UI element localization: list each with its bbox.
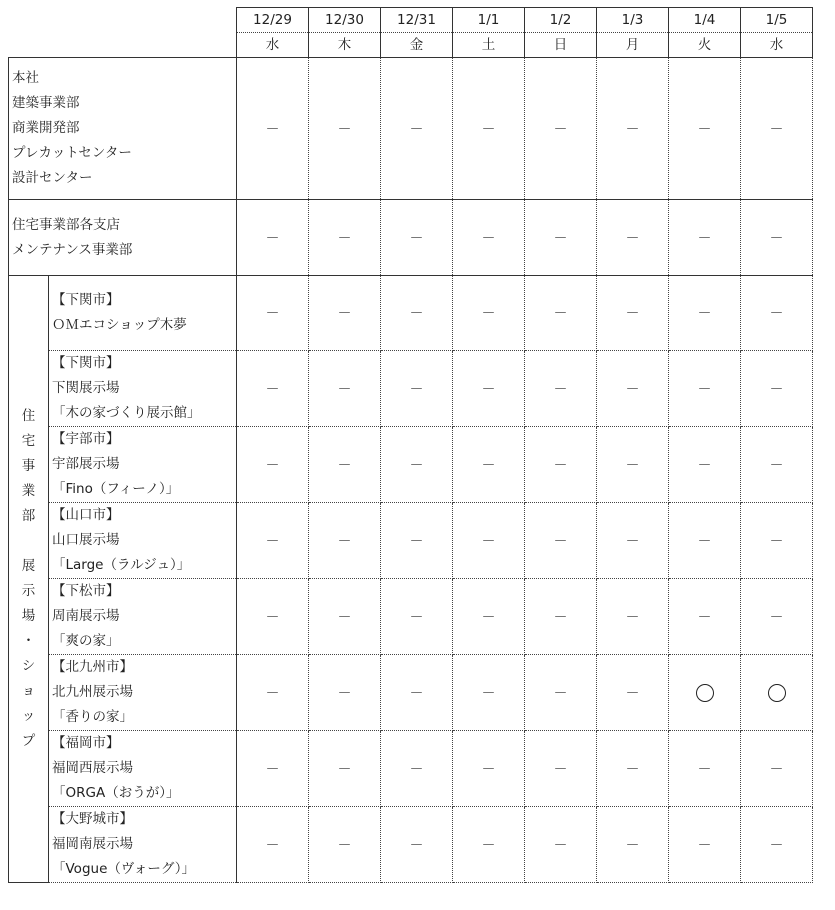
availability-cell: － [525, 427, 597, 503]
date-cell: 1/5 [741, 8, 813, 33]
availability-cell: － [525, 503, 597, 579]
availability-cell: － [525, 731, 597, 807]
availability-cell: － [453, 503, 525, 579]
availability-cell: － [309, 276, 381, 351]
vertical-char: ョ [21, 683, 36, 699]
showroom-label [49, 503, 237, 579]
weekday-cell: 木 [309, 33, 381, 58]
availability-cell: － [309, 503, 381, 579]
weekday-cell: 金 [381, 33, 453, 58]
availability-cell: － [525, 655, 597, 731]
availability-cell: － [309, 579, 381, 655]
showroom-line: 「爽の家」 [52, 633, 120, 649]
showroom-row [9, 579, 813, 655]
availability-cell: － [741, 503, 813, 579]
vertical-char: 示 [21, 583, 36, 599]
availability-cell: － [741, 200, 813, 276]
availability-cell: － [597, 351, 669, 427]
vertical-char: 住 [21, 408, 36, 424]
availability-cell: － [237, 807, 309, 883]
availability-cell: － [669, 731, 741, 807]
date-cell: 1/4 [669, 8, 741, 33]
availability-cell: － [453, 351, 525, 427]
weekday-cell: 火 [669, 33, 741, 58]
availability-cell: － [309, 655, 381, 731]
vertical-char: 場 [21, 608, 36, 624]
availability-cell: － [597, 276, 669, 351]
availability-cell: － [525, 58, 597, 200]
availability-cell: － [669, 58, 741, 200]
availability-cell: － [669, 807, 741, 883]
showroom-line: 福岡西展示場 [52, 760, 133, 776]
weekday-cell: 水 [741, 33, 813, 58]
open-circle-icon [696, 684, 714, 702]
vertical-char: ・ [21, 633, 36, 649]
availability-cell: － [381, 351, 453, 427]
vertical-text [9, 404, 48, 754]
date-cell: 1/1 [453, 8, 525, 33]
department-name: 設計センター [12, 170, 93, 186]
availability-cell: － [237, 655, 309, 731]
availability-cell: － [381, 731, 453, 807]
availability-cell: － [453, 200, 525, 276]
availability-cell: － [309, 427, 381, 503]
vertical-char: シ [21, 658, 36, 674]
date-cell: 12/29 [237, 8, 309, 33]
department-name: 商業開発部 [12, 120, 80, 136]
department-name: 住宅事業部各支店 [12, 216, 120, 233]
date-cell: 12/30 [309, 8, 381, 33]
showroom-group-label [9, 276, 49, 883]
vertical-char [9, 529, 48, 554]
department-name: 建築事業部 [12, 95, 80, 111]
showroom-line: 【大野城市】 [52, 811, 133, 827]
availability-cell: － [525, 276, 597, 351]
availability-cell: － [525, 807, 597, 883]
date-cell: 1/2 [525, 8, 597, 33]
availability-cell: － [453, 655, 525, 731]
availability-cell: － [237, 503, 309, 579]
showroom-line: 「ORGA（おうが）」 [52, 785, 180, 801]
holiday-schedule-table [8, 7, 813, 883]
weekday-cell: 土 [453, 33, 525, 58]
availability-cell: － [381, 58, 453, 200]
availability-cell: － [525, 351, 597, 427]
availability-cell: － [453, 427, 525, 503]
showroom-line: 【下松市】 [52, 583, 120, 599]
schedule-body [9, 8, 813, 883]
availability-cell: － [453, 579, 525, 655]
showroom-label [49, 276, 237, 351]
availability-cell: － [237, 276, 309, 351]
showroom-line: 「香りの家」 [52, 709, 133, 725]
vertical-char: 展 [21, 558, 36, 574]
showroom-line: 【下関市】 [52, 355, 120, 371]
showroom-line: 【北九州市】 [52, 659, 133, 675]
showroom-line: 「Vogue（ヴォーグ）」 [52, 861, 195, 877]
availability-cell: － [381, 655, 453, 731]
vertical-char: 部 [21, 508, 36, 524]
availability-cell: － [597, 503, 669, 579]
availability-cell: － [669, 351, 741, 427]
showroom-row [9, 276, 813, 351]
availability-cell: － [381, 807, 453, 883]
availability-cell: － [453, 276, 525, 351]
showroom-row [9, 427, 813, 503]
availability-cell: － [381, 427, 453, 503]
weekday-cell: 水 [237, 33, 309, 58]
showroom-label [49, 427, 237, 503]
vertical-char: ッ [21, 708, 36, 724]
department-name: メンテナンス事業部 [12, 241, 133, 258]
availability-cell: － [741, 427, 813, 503]
availability-cell: － [453, 731, 525, 807]
showroom-label [49, 731, 237, 807]
availability-cell: － [309, 200, 381, 276]
availability-cell: － [741, 58, 813, 200]
department-name: 本社 [12, 70, 39, 86]
showroom-label [49, 807, 237, 883]
showroom-line: 【宇部市】 [52, 431, 120, 447]
availability-cell: － [309, 351, 381, 427]
date-cell: 12/31 [381, 8, 453, 33]
availability-cell: － [669, 276, 741, 351]
vertical-char: 事 [21, 458, 36, 474]
availability-cell: － [453, 58, 525, 200]
vertical-char: 業 [21, 483, 36, 499]
availability-cell: － [237, 579, 309, 655]
availability-cell: － [237, 200, 309, 276]
showroom-line: 「Fino（フィーノ）」 [52, 481, 180, 497]
availability-cell [669, 655, 741, 731]
availability-cell: － [525, 579, 597, 655]
availability-cell: － [381, 579, 453, 655]
showroom-line: 「Large（ラルジュ）」 [52, 557, 191, 573]
availability-cell: － [741, 351, 813, 427]
showroom-line: 下関展示場 [52, 380, 120, 396]
availability-cell: － [597, 58, 669, 200]
weekday-cell: 月 [597, 33, 669, 58]
availability-cell: － [237, 351, 309, 427]
showroom-line: 【山口市】 [52, 507, 120, 523]
availability-cell: － [309, 58, 381, 200]
availability-cell: － [741, 807, 813, 883]
availability-cell: － [597, 655, 669, 731]
availability-cell: － [597, 579, 669, 655]
vertical-char: プ [21, 733, 36, 749]
showroom-line: 周南展示場 [52, 608, 120, 624]
department-name: プレカットセンター [12, 145, 132, 161]
showroom-line: 【下関市】 [52, 292, 120, 308]
showroom-line: 福岡南展示場 [52, 836, 133, 852]
vertical-char: 宅 [21, 433, 36, 449]
availability-cell: － [669, 200, 741, 276]
availability-cell: － [597, 427, 669, 503]
showroom-line: 宇部展示場 [52, 456, 120, 472]
showroom-row [9, 807, 813, 883]
showroom-line: 北九州展示場 [52, 684, 133, 700]
availability-cell: － [381, 276, 453, 351]
availability-cell: － [237, 731, 309, 807]
open-circle-icon [768, 684, 786, 702]
availability-cell: － [741, 579, 813, 655]
availability-cell [741, 655, 813, 731]
availability-cell: － [597, 200, 669, 276]
availability-cell: － [597, 731, 669, 807]
showroom-label [49, 579, 237, 655]
availability-cell: － [237, 427, 309, 503]
availability-cell: － [669, 503, 741, 579]
showroom-row [9, 655, 813, 731]
department-label [9, 58, 237, 200]
corner-cell [9, 8, 237, 58]
showroom-label [49, 655, 237, 731]
availability-cell: － [669, 427, 741, 503]
date-cell: 1/3 [597, 8, 669, 33]
showroom-line: 山口展示場 [52, 532, 120, 548]
availability-cell: － [597, 807, 669, 883]
availability-cell: － [309, 731, 381, 807]
availability-cell: － [237, 58, 309, 200]
department-row [9, 200, 813, 276]
availability-cell: － [381, 200, 453, 276]
showroom-line: 「木の家づくり展示館」 [52, 405, 201, 421]
availability-cell: － [669, 579, 741, 655]
department-row [9, 58, 813, 200]
availability-cell: － [525, 200, 597, 276]
showroom-row [9, 731, 813, 807]
showroom-row [9, 351, 813, 427]
weekday-cell: 日 [525, 33, 597, 58]
showroom-label [49, 351, 237, 427]
showroom-line: 【福岡市】 [52, 735, 120, 751]
showroom-row [9, 503, 813, 579]
availability-cell: － [381, 503, 453, 579]
availability-cell: － [453, 807, 525, 883]
availability-cell: － [741, 731, 813, 807]
showroom-line: ＯＭエコショップ木夢 [52, 317, 187, 333]
availability-cell: － [309, 807, 381, 883]
date-header-row [9, 8, 813, 33]
availability-cell: － [741, 276, 813, 351]
department-label [9, 200, 237, 276]
